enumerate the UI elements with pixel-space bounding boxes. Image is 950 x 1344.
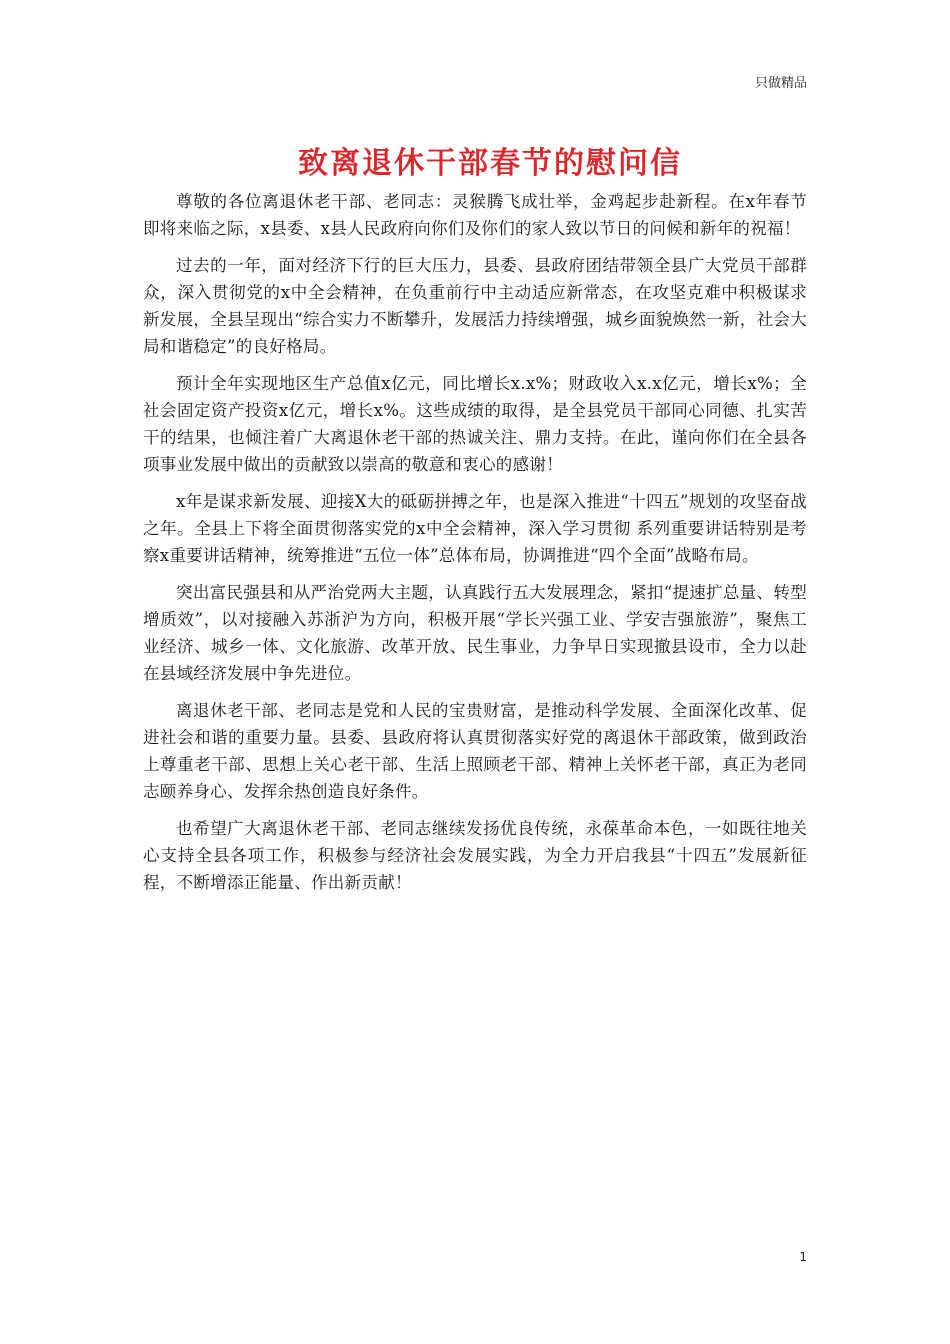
paragraph-closing-hope: 也希望广大离退休老干部、老同志继续发扬优良传统，永葆革命本色，一如既往地关心支持全县各项工作，积极参与经济社会发展实践，为全力开启我县“十四五”发展新征程，不断增添正能量、作出新贡献！ bbox=[143, 819, 807, 892]
paragraph-greeting: 尊敬的各位离退休老干部、老同志：灵猴腾飞成壮举，金鸡起步赴新程。在x年春节即将来临之际，x县委、x县人民政府向你们及你们的家人致以节日的问候和新年的祝福！ bbox=[143, 192, 807, 238]
paragraph-past-year: 过去的一年，面对经济下行的巨大压力，县委、县政府团结带领全县广大党员干部群众，深入贯彻党的x中全会精神，在负重前行中主动适应新常态，在攻坚克难中积极谋求新发展，全县呈现出“综合实力不断攀升，发展活力持续增强，城乡面貌焕然一新，社会大局和谐稳定”的良好格局。 bbox=[143, 256, 807, 356]
paragraph-retired-cadres: 离退休老干部、老同志是党和人民的宝贵财富，是推动科学发展、全面深化改革、促进社会和谐的重要力量。县委、县政府将认真贯彻落实好党的离退休干部政策，做到政治上尊重老干部、思想上关心老干部、生活上照顾老干部、精神上关怀老干部，真正为老同志颐养身心、发挥余热创造良好条件。 bbox=[143, 701, 807, 801]
paragraph-new-year-plan: x年是谋求新发展、迎接X大的砥砺拼搏之年，也是深入推进“十四五”规划的攻坚奋战之年。全县上下将全面贯彻落实党的x中全会精神，深入学习贯彻 系列重要讲话特别是考察x重要讲话精神，统筹推进“五位一体”总体布局，协调推进“四个全面”战略布局。 bbox=[143, 492, 807, 565]
page-number: 1 bbox=[799, 1250, 807, 1264]
document-title: 致离退休干部春节的慰问信 bbox=[298, 146, 682, 181]
header-note: 只做精品 bbox=[754, 76, 807, 91]
paragraph-achievements: 预计全年实现地区生产总值x亿元，同比增长x.x%；财政收入x.x亿元，增长x%；全社会固定资产投资x亿元，增长x%。这些成绩的取得，是全县党员干部同心同德、扎实苦干的结果，也倾注着广大离退休老干部的热诚关注、鼎力支持。在此，谨向你们在全县各项事业发展中做出的贡献致以崇高的敬意和衷心的感谢！ bbox=[143, 374, 807, 474]
paragraph-themes: 突出富民强县和从严治党两大主题，认真践行五大发展理念，紧扣“提速扩总量、转型增质效”，以对接融入苏浙沪为方向，积极开展“学长兴强工业、学安吉强旅游”，聚焦工业经济、城乡一体、文化旅游、改革开放、民生事业，力争早日实现撤县设市，全力以赴在县域经济发展中争先进位。 bbox=[143, 583, 807, 683]
document-body bbox=[143, 188, 807, 906]
